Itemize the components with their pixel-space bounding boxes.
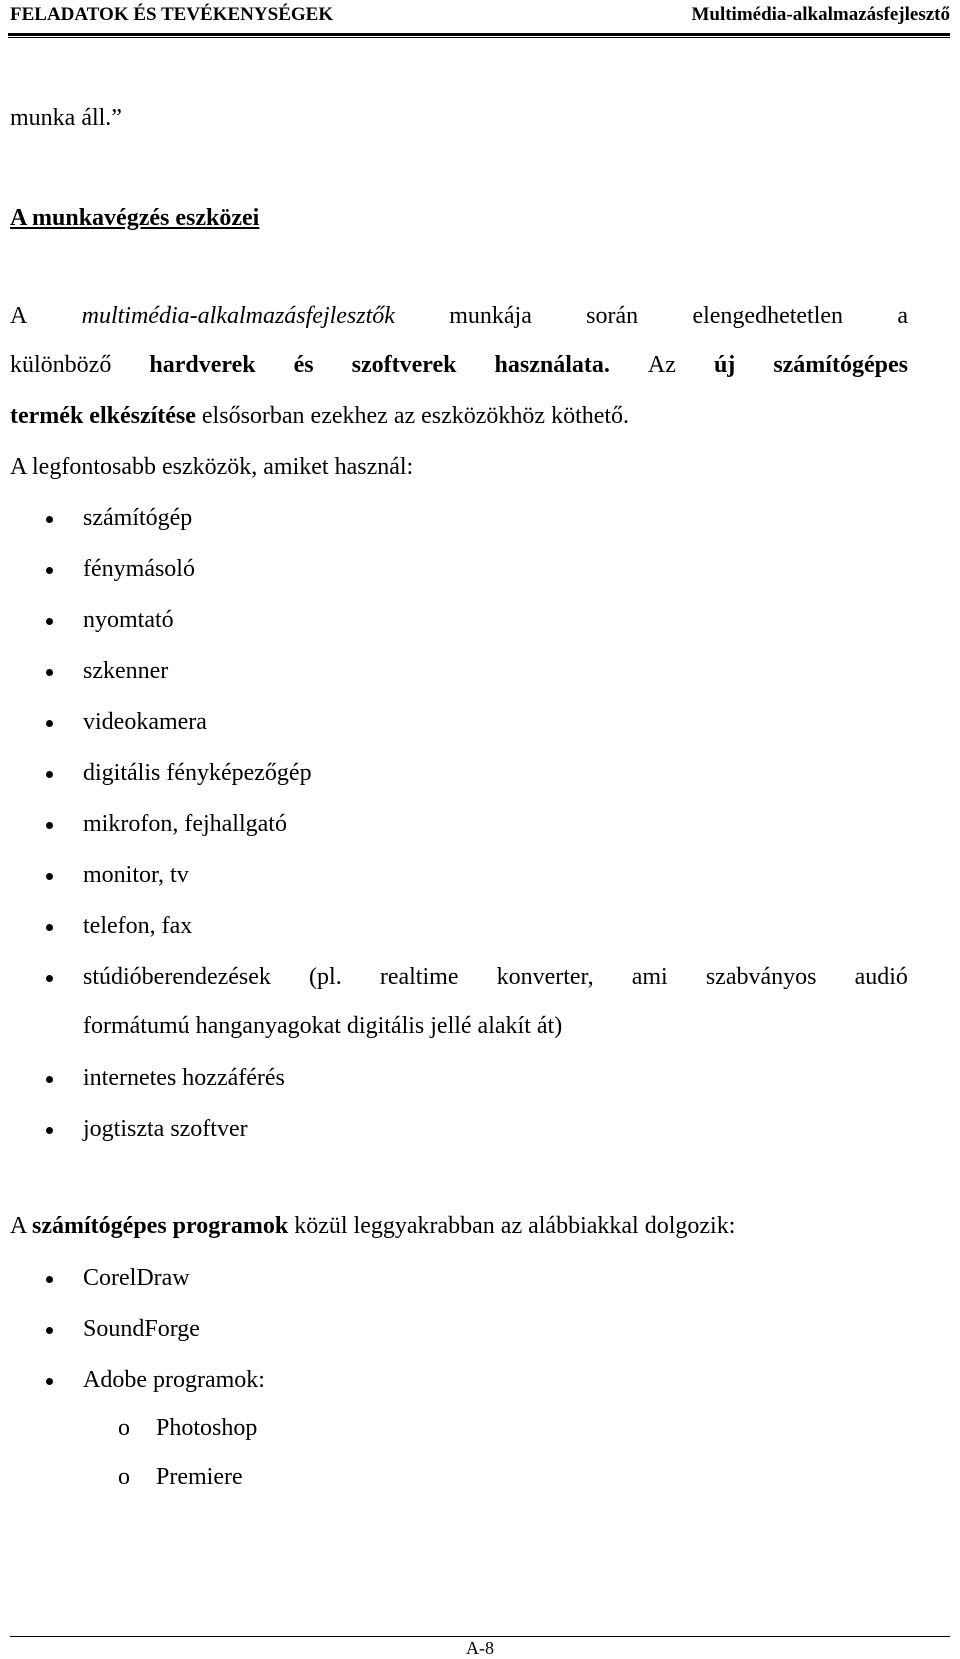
word-bold: szoftverek — [351, 352, 457, 378]
word: A — [10, 303, 28, 329]
bold-phrase: számítógépes programok — [32, 1213, 289, 1239]
word: konverter, — [496, 964, 594, 990]
word: elengedhetetlen — [692, 303, 844, 329]
paragraph-line-2 — [10, 351, 908, 379]
bullet-icon — [46, 1378, 53, 1385]
header-divider — [8, 33, 950, 38]
page-header — [10, 4, 950, 30]
word: Az — [647, 352, 676, 378]
word: (pl. — [309, 964, 342, 990]
section-heading: A munkavégzés eszközei — [10, 205, 260, 231]
bullet-icon — [46, 975, 53, 982]
list-item: nyomtató — [83, 607, 174, 633]
paragraph-line-1 — [10, 302, 908, 330]
footer-divider — [10, 1636, 950, 1637]
programs-intro — [10, 1212, 735, 1240]
list-item: számítógép — [83, 505, 193, 531]
word: ami — [631, 964, 668, 990]
sub-list-item: Premiere — [156, 1464, 243, 1490]
list-item: mikrofon, fejhallgató — [83, 811, 287, 837]
word-italic: multimédia-alkalmazásfejlesztők — [81, 303, 395, 329]
list-item: SoundForge — [83, 1316, 200, 1342]
word: során — [586, 303, 639, 329]
list-item: internetes hozzáférés — [83, 1065, 285, 1091]
list-item: videokamera — [83, 709, 207, 735]
word: szabványos — [705, 964, 817, 990]
word-bold: hardverek — [149, 352, 256, 378]
bullet-icon — [46, 618, 53, 625]
word-bold: számítógépes — [773, 352, 908, 378]
word-bold: és — [293, 352, 314, 378]
word: munkája — [449, 303, 532, 329]
list-item: telefon, fax — [83, 913, 193, 939]
word: stúdióberendezések — [83, 964, 271, 990]
bullet-icon — [46, 822, 53, 829]
bullet-icon — [46, 771, 53, 778]
bullet-icon — [46, 924, 53, 931]
bullet-icon — [46, 516, 53, 523]
word: realtime — [379, 964, 459, 990]
phrase: A — [10, 1213, 33, 1239]
paragraph-line-3 — [10, 402, 629, 430]
list-item: digitális fényképezőgép — [83, 760, 312, 786]
top-text: munka áll.” — [10, 105, 122, 131]
circle-bullet-icon: o — [118, 1415, 130, 1441]
list-item-studio-line-1 — [83, 963, 908, 991]
list-item-studio-line-2: formátumú hanganyagokat digitális jellé alakít át) — [83, 1013, 563, 1039]
bold-phrase: termék elkészítése — [10, 403, 196, 429]
word-bold: új — [713, 352, 736, 378]
bullet-icon — [46, 720, 53, 727]
header-right-title: Multimédia-alkalmazásfejlesztő — [691, 4, 950, 25]
list-item: monitor, tv — [83, 862, 189, 888]
list-item: Adobe programok: — [83, 1367, 265, 1393]
phrase: elsősorban ezekhez az eszközökhöz köthető. — [195, 403, 630, 429]
header-left-title: FELADATOK ÉS TEVÉKENYSÉGEK — [10, 4, 334, 25]
word: különböző — [10, 352, 112, 378]
bullet-icon — [46, 1127, 53, 1134]
tools-intro: A legfontosabb eszközök, amiket használ: — [10, 454, 414, 480]
sub-list-item: Photoshop — [156, 1415, 258, 1441]
word: audió — [854, 964, 908, 990]
list-item: fénymásoló — [83, 556, 195, 582]
word: a — [897, 303, 908, 329]
list-item: szkenner — [83, 658, 169, 684]
bullet-icon — [46, 567, 53, 574]
page-number: A-8 — [466, 1638, 494, 1658]
phrase: közül leggyakrabban az alábbiakkal dolgozik: — [288, 1213, 736, 1239]
circle-bullet-icon: o — [118, 1464, 130, 1490]
word-bold: használata. — [494, 352, 610, 378]
bullet-icon — [46, 873, 53, 880]
list-item: jogtiszta szoftver — [83, 1116, 248, 1142]
list-item: CorelDraw — [83, 1265, 190, 1291]
bullet-icon — [46, 1276, 53, 1283]
bullet-icon — [46, 669, 53, 676]
bullet-icon — [46, 1327, 53, 1334]
bullet-icon — [46, 1076, 53, 1083]
